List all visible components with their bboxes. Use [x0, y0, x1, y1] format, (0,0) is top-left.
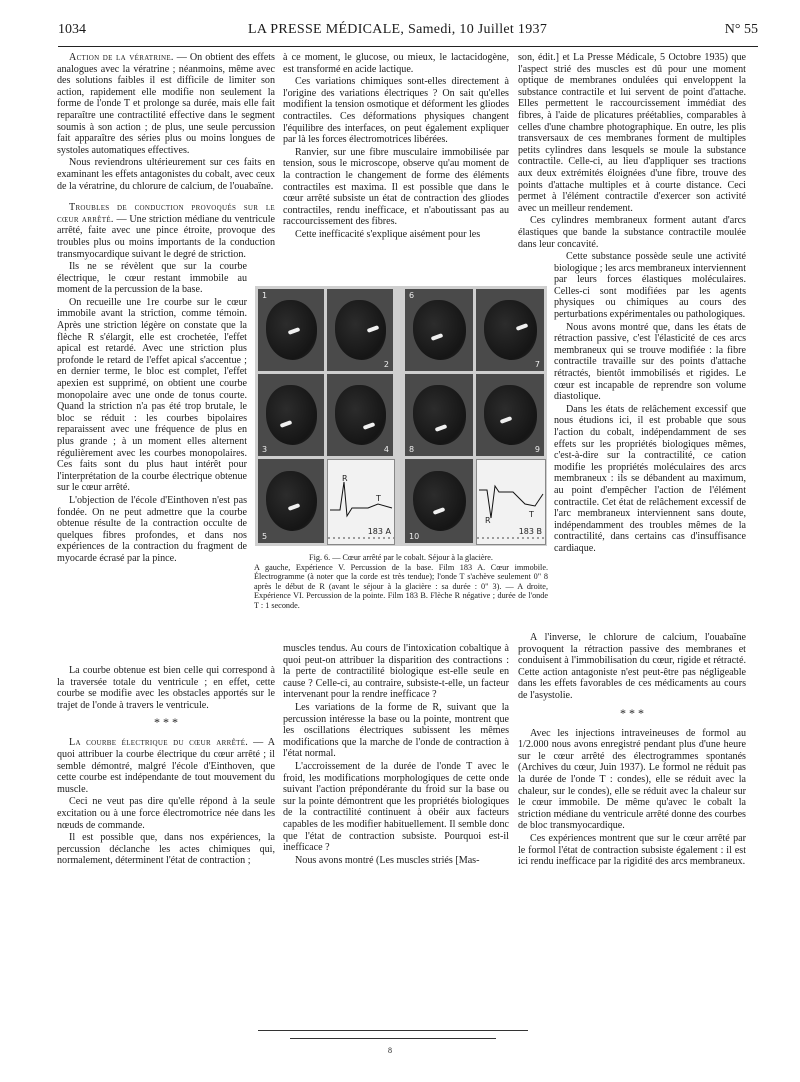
paragraph-text: — On obtient des effets analogues avec la vératrine ; néanmoins, même avec des solutions faibles il est difficile de limiter son action, rapidement elle modifie non seulement la forme de l'onde T et prolonge sa durée, mais elle fait reparaître une contractilité effective dans le segment soumis à son action ; de plus, une seule percussion fait apparaître des séries plus ou moins longues de systoles automatiques effectives. [57, 52, 275, 156]
column-2-lower [283, 643, 509, 867]
heart-photo [405, 289, 473, 371]
section-heading: Troubles de conduction provoqués sur le cœur arrêté. [57, 202, 275, 225]
paragraph: Cette inefficacité s'explique aisément pour les [295, 228, 481, 240]
ecg-label-t: T [376, 494, 381, 503]
paragraph-text: — Une striction médiane du ventricule arrêté, faite avec une pince étroite, provoque des troubles plus ou moins importants de la conduction transmyocardique suivant le degré de striction. [57, 213, 275, 260]
paragraph: Nous avons montré que, dans les états de rétraction passive, c'est l'élasticité de ces arcs membraneux qui se trouve modifiée : la fibre contractile travaille sur des points d'attache rétractés, bientôt immobilisés et rigides. Le cœur est incapable de reprendre son volume diastolique. [554, 321, 746, 403]
paragraph: à ce moment, le glucose, ou mieux, le lactacidogène, est transformé en acide lactique. [283, 52, 509, 75]
paragraph: Nous reviendrons ultérieurement sur ces faits en examinant les effets antagonistes du cobalt, avec ceux de la vératrine, du chlorure de calcium, de l'ouabaïne. [57, 157, 275, 192]
heart-photo [258, 374, 324, 456]
electrogram-183a [327, 459, 395, 545]
heart-photo [327, 289, 393, 371]
panel-label: 9 [534, 445, 540, 454]
panel-label: 4 [383, 445, 389, 454]
paragraph: A l'inverse, le chlorure de calcium, l'ouabaïne provoquent la rétraction passive des membranes et conduisent à l'immobilisation du cœur, rigide et rétracté. Cette action antagoniste n'est peut-être pas négligeable dans les effets favorables de ces médicaments au cours de l'asystolie. [518, 632, 746, 701]
paragraph: L'accroissement de la durée de l'onde T avec le froid, les modifications morphologiques de cette onde suivant l'action prépondérante du froid sur la base ou sur la pointe démontrent que les propriétés biologiques de la contractilité continuent à obéir aux facteurs capables de les modifier habituellement. Il semble donc que l'état de contraction subsiste. Pourquoi est-il inefficace ? [283, 760, 509, 854]
panel-label: 3 [262, 445, 268, 454]
paragraph [57, 52, 275, 156]
caption-title: Fig. 6. — Cœur arrêté par le cobalt. Séjour à la glacière. [309, 553, 493, 562]
bottom-rule [258, 1030, 528, 1031]
footer-mark: 8 [388, 1046, 392, 1055]
paragraph: Avec les injections intraveineuses de formol au 1/2.000 nous avons enregistré pendant plus d'une heure sur le cœur arrêté des électrogrammes spontanés (Archives du cœur, Juin 1937). Le formol ne réduit pas la durée de l'onde T : condes), elle se réduit avec la chaleur, sur le condes), elle se réduit avec la chaleur sur le cœur immobile. De même qu'avec le cobalt la striction médiane du ventricule arrêté donne des courbes de bloc transmyocardique. [518, 727, 746, 832]
paragraph: Ces variations chimiques sont-elles directement à l'origine des variations électriques ? On sait qu'elles modifient la tension osmotique et déforment les gliodes contractiles. Ces déformations physiques changent l'équilibre des interfaces, on peut également expliquer par là les forces électromotrices libérées. [283, 76, 509, 146]
heart-photo [405, 459, 473, 543]
panel-label: 10 [409, 532, 420, 541]
section-separator: * * * [620, 705, 644, 720]
paragraph [57, 202, 275, 260]
paragraph: Ces cylindres membraneux forment autant d'arcs élastiques que bande la substance contractile moulée dans leur concavité. [518, 215, 746, 250]
paragraph: Ils ne se révèlent que sur la courbe électrique, le cœur restant immobile au moment de la percussion de la base. [57, 261, 247, 296]
paragraph: L'objection de l'école d'Einthoven n'est pas fondée. On ne peut admettre que la courbe obtenue résulte de la contraction occulte de quelques fibres profondes, et dans nos expériences de la contraction du fragment de myocarde écrasé par la pince. [57, 494, 247, 564]
panel-label: 6 [409, 291, 415, 300]
paragraph: Les variations de la forme de R, suivant que la percussion intéresse la base ou la pointe, montrent que les oscillations électriques subissent les mêmes modifications que la marche de l'onde de contraction à l'état normal. [283, 701, 509, 760]
column-1-lower [57, 665, 275, 868]
paragraph: son, édit.] et La Presse Médicale, 5 Octobre 1935) que l'aspect strié des muscles est dû pour une moment optique de membranes ondulées qui enveloppent la substance contractile et lui servent de point d'attache. Elles permettent le raccourcissement immédiat des fibres, à l'aide de plicatures préétablies, comparables à celles d'une chambre photographique. En outre, les plis transversaux de ces membranes forment de multiples petits cylindres dans lesquels se moule la substance contractile. Celle-ci, au lieu d'appliquer ses tractions aux deux extrémités éloignées d'une fibre, trouve des points d'attache multiples et à courte distance. Ceci permet à l'élément contractile d'exercer son activité avec un meilleur rendement. [518, 52, 746, 214]
figure-6 [255, 286, 547, 546]
column-1 [57, 52, 275, 566]
header-rule [58, 46, 758, 47]
ecg-label-r: R [485, 516, 491, 525]
heart-photo [405, 374, 473, 456]
paragraph: Nous avons montré (Les muscles striés [Mas- [295, 854, 480, 866]
heart-photo [258, 459, 324, 543]
panel-label: 8 [409, 445, 415, 454]
ecg-label-t: T [529, 510, 534, 519]
panel-label: 2 [383, 360, 389, 369]
figure-caption [254, 553, 548, 611]
column-3-lower [518, 632, 746, 869]
column-2 [283, 52, 509, 242]
paragraph: Ces expériences montrent que sur le cœur arrêté par le formol l'état de contraction subsiste également : il est ici rendu inefficace par la rigidité des arcs membraneux. [518, 832, 746, 868]
ecg-film-label: 183 A [367, 527, 391, 536]
paragraph: muscles tendus. Au cours de l'intoxication cobaltique à quoi peut-on attribuer la disparition des contractions : la perte de contractilité biologique est-elle seule en cause ? Celle-ci, au contraire, subsiste-t-elle, un facteur intervenant pour la rendre inefficace ? [283, 643, 509, 701]
ecg-label-r: R [342, 474, 348, 483]
paragraph-text: — A quoi attribuer la courbe électrique du cœur arrêté ; il semble démontré, malgré l'école d'Einthoven, que cette courbe est indépendante de tout mouvement du muscle. [57, 737, 275, 795]
heart-photo [327, 374, 393, 456]
paragraph: Dans les états de relâchement excessif que nous étudions ici, il est probable que sous l'action du cobalt, indépendamment de ses effets sur les propriétés biologiques mêmes, c'est-à-dire sur la contractilité, ce cation modifie les propriétés moléculaires des arcs membraneux : ils se débandent au maximum, au point d'empêcher l'action de l'élément contractile. Cet état de relâchement excessif de l'arc membraneux interviennent sans doute, indépendamment des troubles mêmes de la contractilité, dans certains cas d'insuffisance cardiaque. [554, 403, 746, 554]
journal-title: LA PRESSE MÉDICALE, Samedi, 10 Juillet 1937 [248, 22, 548, 37]
section-separator: * * * [154, 715, 178, 730]
column-3 [518, 52, 746, 556]
paragraph: Ceci ne veut pas dire qu'elle répond à la seule excitation ou à une force électromotrice née dans les nœuds de commande. [57, 796, 275, 831]
paragraph: Cette substance possède seule une activité biologique ; les arcs membraneux interviennent par leurs forces élastiques moléculaires. Celles-ci sont modifiées par les agents physiques ou chimiques au cours des perturbations expérimentales ou pathologiques. [554, 251, 747, 321]
bottom-rule [290, 1038, 496, 1039]
paragraph: Il est possible que, dans nos expériences, la percussion déclanche les actes chimiques qui, normalement, déterminent l'état de contraction ; [57, 832, 275, 867]
panel-label: 7 [534, 360, 540, 369]
caption-body: A gauche, Expérience V. Percussion de la base. Film 183 A. Cœur immobile. Électrogramme (à noter que la corde est très tendue); l'onde T s'achève seulement 0" 8 après le début de R (avant le séjour à la glacière : sa durée : 0" 3). — A droite, Expérience VI. Percussion de la pointe. Film 183 B. Flèche R négative ; durée de l'onde T : 1 seconde. [254, 562, 548, 610]
section-heading: La courbe électrique du cœur arrêté. [69, 737, 249, 749]
panel-label: 1 [262, 291, 268, 300]
running-header [58, 22, 758, 44]
paragraph: On recueille une 1re courbe sur le cœur immobile avant la striction, comme témoin. Après une striction légère on constate que la flèche R s'élargit, elle est crochetée, l'effet apical est retardé. Avec une striction plus profonde le retard de l'effet apical s'accentue ; en dernier terme, le bloc est complet, l'effet apexien est supprimé, on obtient une courbe monopolaire avec une onde de tonus courte. Quand la striction n'a pas été trop brutale, le bloc se réduit : les courbes bipolaires reparaissent avec une fréquence de plus en plus grande ; à un moment elles alternent régulièrement avec les courbes monopolaires. Ces faits sont du plus haut intérêt pour l'interprétation de la courbe électrique obtenue sur le cœur arrêté. [57, 296, 247, 494]
ecg-film-label: 183 B [518, 527, 542, 536]
page-number: 1034 [58, 22, 86, 37]
issue-number: N° 55 [724, 22, 758, 37]
paragraph [57, 737, 275, 795]
paragraph: Ranvier, sur une fibre musculaire immobilisée par tension, sous le microscope, observe qu'au moment de la contraction le changement de forme des éléments contractiles est maxima. Il est possible que dans le cœur arrêté subsiste un état de contraction des gliodes contractiles, rendu inefficace, et n'aboutissant pas au raccourcissement des fibres. [283, 146, 509, 228]
paragraph: La courbe obtenue est bien celle qui correspond à la traversée totale du ventricule ; en effet, cette courbe se modifie avec les obstacles apportés sur le trajet de l'onde à travers le ventricule. [57, 665, 275, 711]
heart-photo [258, 289, 324, 371]
panel-label: 5 [262, 532, 268, 541]
section-heading: Action de la vératrine. [69, 52, 174, 63]
